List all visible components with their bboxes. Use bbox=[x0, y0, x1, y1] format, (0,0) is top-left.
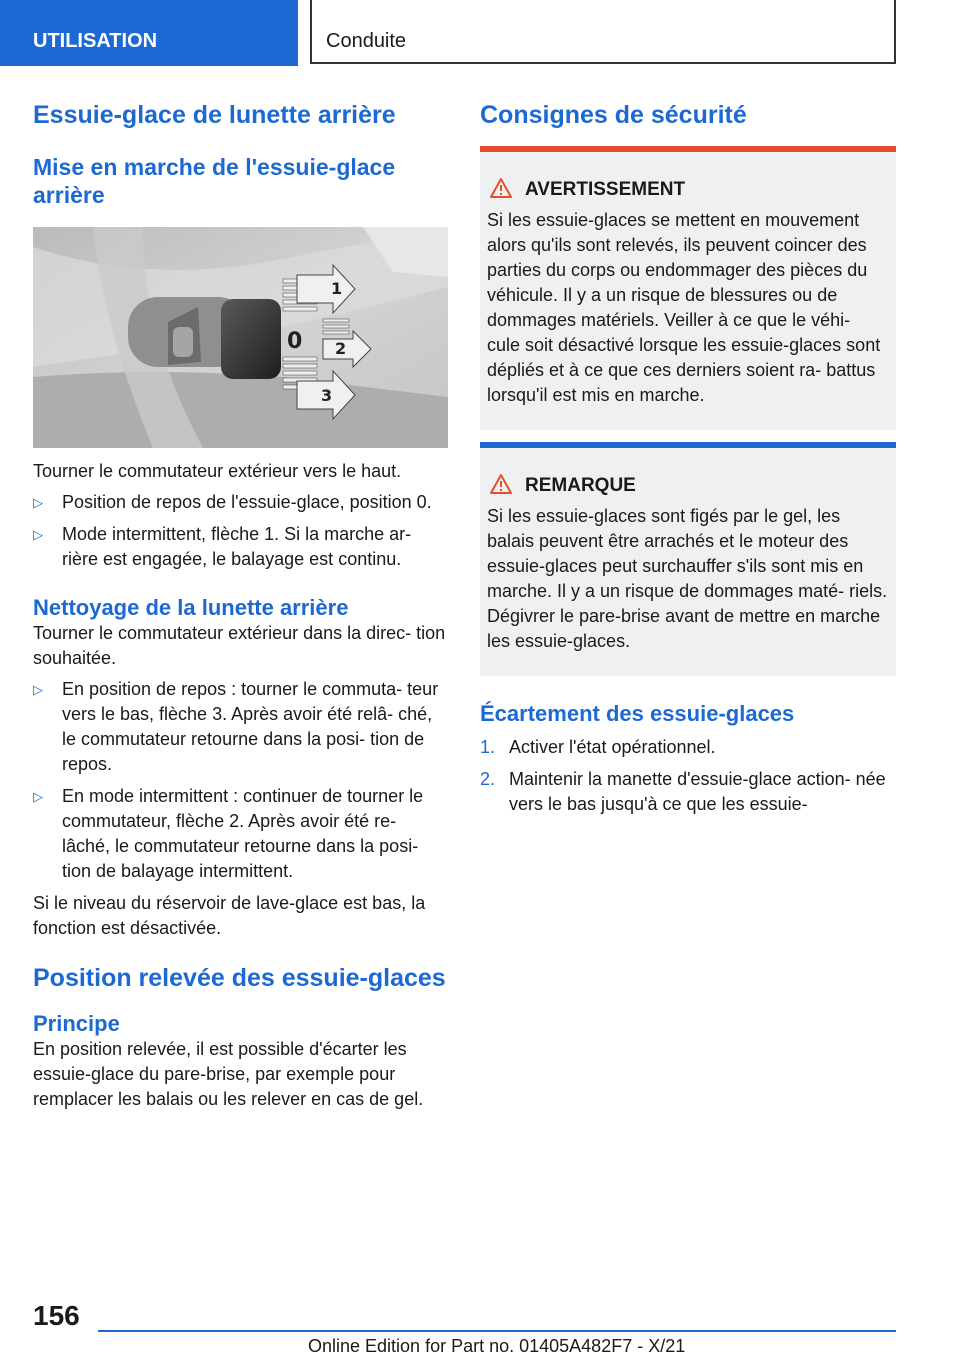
cleaning-text: Tourner le commutateur extérieur dans la direc- tion souhaitée. bbox=[33, 623, 446, 668]
list-item: ▷ En mode intermittent : continuer de tourner le commutateur, flèche 2. Après avoir été re- lâché, le commutateur retourne dans la posi- tion de balayage intermittent. bbox=[33, 786, 424, 881]
left-column bbox=[33, 100, 448, 1112]
list-item: ▷ En position de repos : tourner le commuta- teur vers le bas, flèche 3. Après avoir été relâ- ché, le commutateur retourne dans la posi- tion de repos. bbox=[33, 679, 439, 774]
steps-list bbox=[480, 735, 896, 817]
intro-text: Tourner le commutateur extérieur vers le haut. bbox=[33, 461, 402, 481]
heading-rear-wiper: Essuie-glace de lunette arrière bbox=[33, 101, 396, 129]
warning-triangle-icon bbox=[489, 473, 513, 495]
warning-box bbox=[480, 146, 896, 430]
heading-safety: Consignes de sécurité bbox=[480, 101, 747, 129]
remark-text: Si les essuie-glaces sont figés par le gel, les balais peuvent être arrachés et le moteur des essuie-glaces peut surchauffer s'ils sont mis en marche. Il y a un risque de dommages maté- riels. Dégivrer le pare-brise avant de mettre en marche les essuie-glaces. bbox=[487, 506, 888, 651]
position-label-0: 0 bbox=[287, 329, 303, 354]
arrow-label-3: 3 bbox=[321, 386, 333, 405]
page-header bbox=[0, 0, 960, 66]
list-item: 2. Maintenir la manette d'essuie-glace action- née vers le bas jusqu'à ce que les essuie- bbox=[480, 769, 886, 814]
heading-raised-position: Position relevée des essuie-glaces bbox=[33, 964, 446, 992]
arrow-label-1: 1 bbox=[331, 279, 343, 298]
heading-spreading: Écartement des essuie-glaces bbox=[480, 701, 795, 726]
remark-box bbox=[480, 442, 896, 676]
heading-principle: Principe bbox=[33, 1011, 120, 1036]
section-tab: UTILISATION bbox=[0, 0, 298, 66]
bullet-list-cleaning bbox=[33, 677, 448, 884]
page-number: 156 bbox=[33, 1300, 80, 1331]
wiper-stalk-illustration bbox=[33, 227, 448, 448]
arrow-label-2: 2 bbox=[335, 339, 347, 358]
list-item: 1. Activer l'état opérationnel. bbox=[480, 737, 716, 757]
triangle-bullet-icon: ▷ bbox=[33, 789, 43, 804]
principle-text: En position relevée, il est possible d'écarter les essuie-glace du pare-brise, par exemple pour remplacer les balais ou les relever en cas de gel. bbox=[33, 1039, 424, 1109]
footer-edition: Online Edition for Part no. 01405A482F7 - X/21 bbox=[308, 1336, 686, 1356]
warning-title: AVERTISSEMENT bbox=[525, 178, 888, 202]
bullet-list-positions bbox=[33, 490, 448, 572]
reservoir-text: Si le niveau du réservoir de lave-glace est bas, la fonction est désactivée. bbox=[33, 893, 426, 938]
heading-switch-on: Mise en marche de l'essuie-glace arrière bbox=[33, 154, 396, 208]
footer-divider bbox=[98, 1330, 896, 1332]
list-item: ▷ Position de repos de l'essuie-glace, position 0. bbox=[33, 490, 448, 515]
triangle-bullet-icon: ▷ bbox=[33, 527, 43, 542]
warning-triangle-icon bbox=[489, 177, 513, 199]
chapter-title: Conduite bbox=[310, 0, 896, 64]
warning-text: Si les essuie-glaces se mettent en mouvement alors qu'ils sont relevés, ils peuvent coincer des parties du corps ou endommager des pièces du véhicule. Il y a un risque de blessures ou de dommages matériels. Veiller à ce que le véhi- cule soit désactivé lorsque les essuie-glaces sont dépliés et à ce que ces derniers soient ra- battus lorsqu'il est mis en marche. bbox=[487, 210, 881, 405]
right-column bbox=[480, 100, 896, 824]
list-item: ▷ Mode intermittent, flèche 1. Si la marche ar- rière est engagée, le balayage est continu. bbox=[33, 524, 412, 569]
triangle-bullet-icon: ▷ bbox=[33, 495, 43, 510]
triangle-bullet-icon: ▷ bbox=[33, 682, 43, 697]
remark-title: REMARQUE bbox=[525, 474, 888, 498]
heading-cleaning: Nettoyage de la lunette arrière bbox=[33, 595, 349, 620]
